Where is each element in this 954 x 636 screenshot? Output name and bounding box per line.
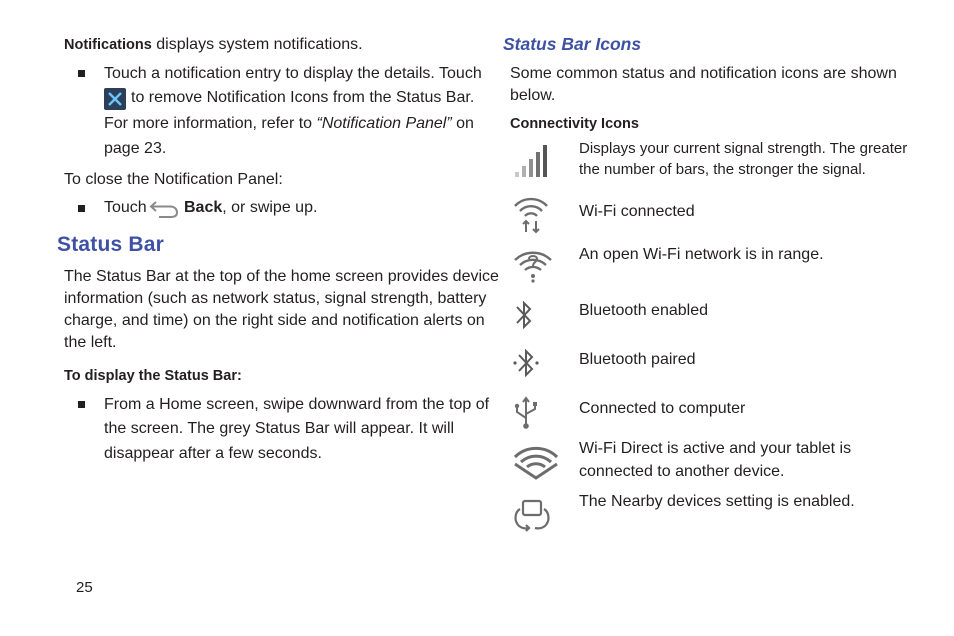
nearby-devices-desc: The Nearby devices setting is enabled. <box>579 493 855 510</box>
bullet-marker <box>78 70 85 77</box>
status-bar-para-line-2: information (such as network status, signal strength, battery <box>64 290 487 307</box>
wifi-open-network-icon <box>513 250 553 289</box>
close-panel-text: To close the Notification Panel: <box>64 171 283 188</box>
bullet-1-line-4: page 23. <box>104 140 167 157</box>
display-status-bar-heading: To display the Status Bar: <box>64 368 242 384</box>
status-bar-para-line-3: charge, and time) on the right side and notification alerts on <box>64 312 485 329</box>
close-x-icon <box>104 88 126 110</box>
status-bar-para-line-1: The Status Bar at the top of the home screen provides device <box>64 268 499 285</box>
wifi-connected-icon <box>513 194 549 239</box>
bullet-3-line-1: From a Home screen, swipe downward from the top of <box>104 396 490 413</box>
bullet-2-rest <box>184 198 317 218</box>
notification-panel-link[interactable]: “Notification Panel” <box>316 115 452 132</box>
back-term: Back <box>184 199 223 216</box>
page-number: 25 <box>76 579 93 596</box>
refer-text: For more information, refer to <box>104 115 317 132</box>
wifi-direct-desc-line-1: Wi-Fi Direct is active and your tablet is <box>579 440 852 457</box>
bullet-marker <box>78 205 85 212</box>
bullet-2-touch: Touch <box>104 199 147 216</box>
wifi-open-desc: An open Wi-Fi network is in range. <box>579 246 824 263</box>
notifications-desc: displays system notifications. <box>151 36 363 53</box>
usb-icon <box>512 396 540 435</box>
bullet-1-line-3 <box>104 114 474 134</box>
back-icon <box>148 196 180 225</box>
icons-intro-line-2: below. <box>510 87 556 104</box>
bullet-1-line-1: Touch a notification entry to display the details. Touch <box>104 65 482 82</box>
signal-desc-line-1: Displays your current signal strength. The greater <box>579 140 908 157</box>
connectivity-icons-heading: Connectivity Icons <box>510 116 639 132</box>
wifi-connected-desc: Wi-Fi connected <box>579 203 695 220</box>
wifi-direct-desc-line-2: connected to another device. <box>579 463 785 480</box>
signal-desc-line-2: the number of bars, the stronger the signal. <box>579 161 866 178</box>
bluetooth-paired-desc: Bluetooth paired <box>579 351 696 368</box>
icons-intro-line-1: Some common status and notification icons are shown <box>510 65 897 82</box>
nearby-devices-icon <box>512 498 552 537</box>
bluetooth-icon <box>514 298 534 337</box>
bullet-3-line-2: the screen. The grey Status Bar will appear. It will <box>104 420 455 437</box>
status-bar-heading: Status Bar <box>57 233 165 256</box>
bluetooth-paired-icon <box>512 346 540 385</box>
notifications-intro <box>64 35 363 55</box>
bluetooth-desc: Bluetooth enabled <box>579 302 708 319</box>
bullet-1-line-2: to remove Notification Icons from the Status Bar. <box>131 89 475 106</box>
signal-strength-icon <box>512 144 548 183</box>
bullet-3-line-3: disappear after a few seconds. <box>104 445 322 462</box>
swipe-text: , or swipe up. <box>222 199 318 216</box>
status-bar-para-line-4: the left. <box>64 334 117 351</box>
refer-on: on <box>451 115 474 132</box>
status-bar-icons-heading: Status Bar Icons <box>503 34 642 54</box>
wifi-direct-icon <box>512 444 560 485</box>
usb-desc: Connected to computer <box>579 400 746 417</box>
notifications-term: Notifications <box>64 37 152 53</box>
bullet-marker <box>78 401 85 408</box>
